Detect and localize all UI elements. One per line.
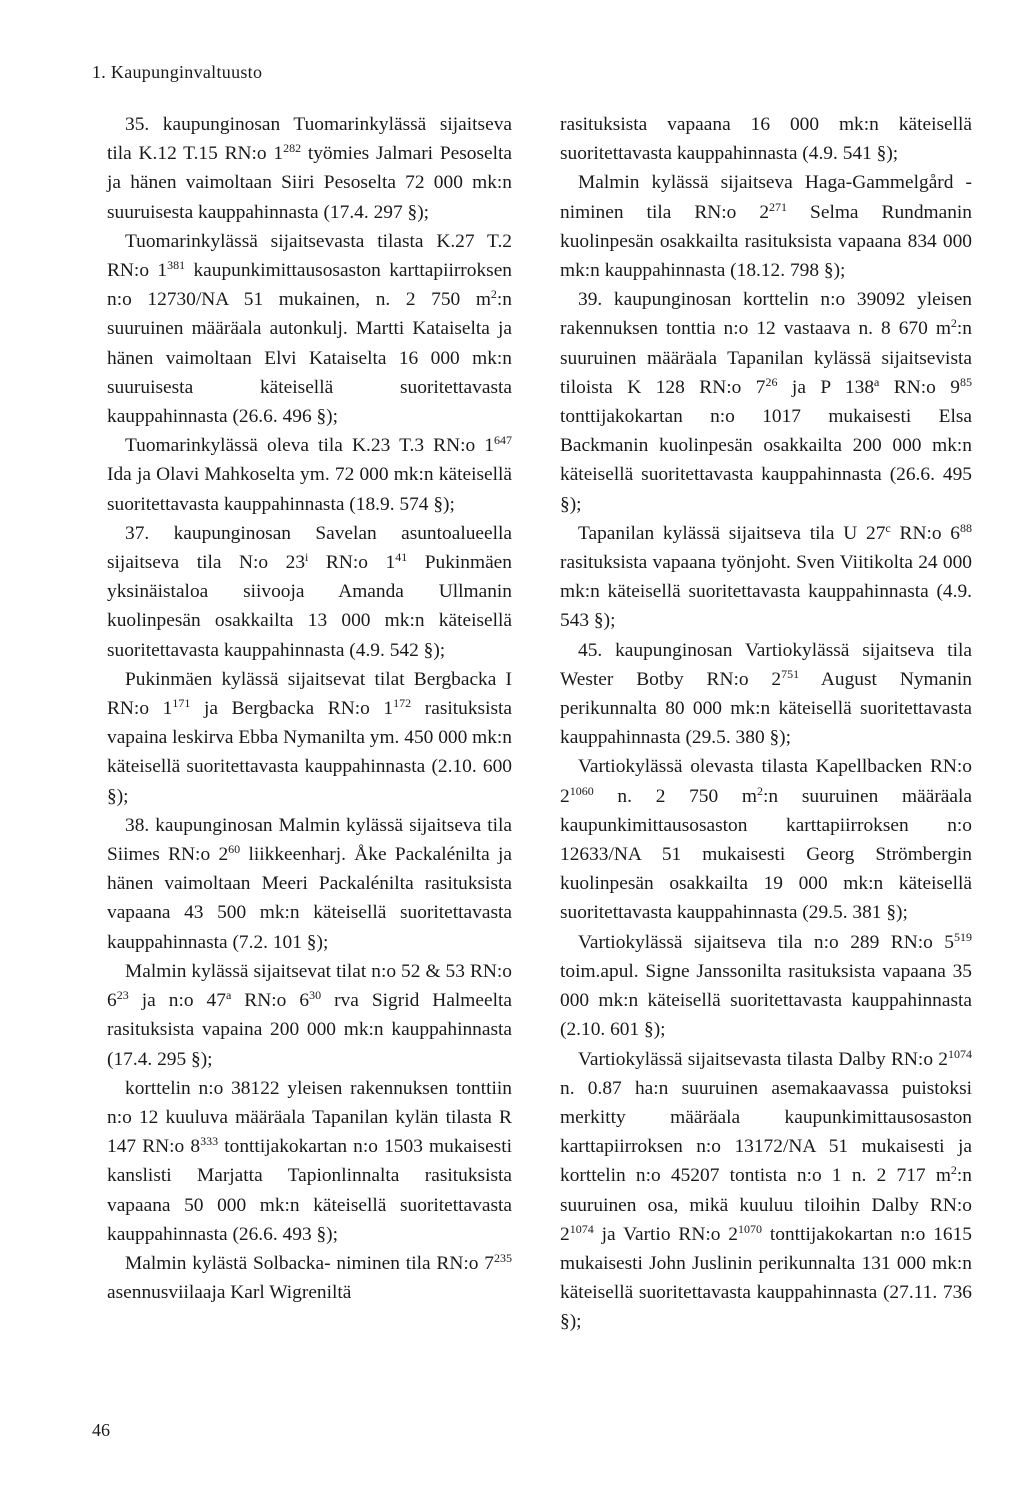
paragraph-text: rva Sigrid Halmeelta rasituksista vapaina 200 000 mk:n kauppahinnasta (17.4. 295 §); xyxy=(107,990,512,1070)
paragraph xyxy=(107,957,512,1074)
paragraph-text: Tuomarinkylässä oleva tila K.23 T.3 RN:o 1 xyxy=(125,435,494,457)
paragraph-text: :n suuruinen määräala autonkulj. Martti Kataiselta ja hänen vaimoltaan Elvi Kataiselta 16 000 mk:n suuruisesta käteisellä suoritettavasta kauppahinnasta (26.6. 496 §); xyxy=(107,289,512,428)
paragraph-text: Tapanilan kylässä sijaitseva tila U 27 xyxy=(578,522,886,544)
paragraph-text: 45. kaupunginosan Vartiokylässä sijaitseva tila Wester Botby RN:o 2 xyxy=(560,639,972,690)
paragraph xyxy=(560,110,972,168)
superscript: 88 xyxy=(960,520,972,535)
superscript: 85 xyxy=(960,374,972,389)
superscript: 171 xyxy=(172,696,191,711)
superscript: 2 xyxy=(950,1163,957,1178)
superscript: 333 xyxy=(200,1134,219,1149)
superscript: i xyxy=(305,550,309,565)
paragraph-text: RN:o 9 xyxy=(879,376,960,398)
superscript: 41 xyxy=(395,550,408,565)
paragraph-text: korttelin n:o 38122 yleisen rakennuksen tonttiin n:o 12 kuuluva määräala Tapanilan kylän tilasta R 147 RN:o 8 xyxy=(107,1077,512,1158)
paragraph-text: Pukinmäen kylässä sijaitsevat tilat Bergbacka I RN:o 1 xyxy=(107,668,512,720)
paragraph-text: :n suuruinen määräala kaupunkimittausosaston karttapiirroksen n:o 12633/NA 51 mukaisesti Georg Strömbergin kuolinpesän osakkailta 19 000 mk:n käteisellä suoritettavasta kauppahinnasta (29.5. 381 §); xyxy=(560,785,972,924)
paragraph-text: liikkeenharj. Åke Packalénilta ja hänen vaimoltaan Meeri Packalénilta rasituksista vapaana 43 500 mk:n käteisellä suoritettavasta kauppahinnasta (7.2. 101 §); xyxy=(107,844,512,953)
left-text-column xyxy=(107,110,512,1307)
superscript: 172 xyxy=(393,696,412,711)
superscript: 2 xyxy=(490,287,497,302)
paragraph-text: 35. kaupunginosan Tuomarinkylässä sijaitseva tila K.12 T.15 RN:o 1 xyxy=(107,114,512,165)
paragraph-text: RN:o 6 xyxy=(890,522,960,544)
paragraph-text: toim.apul. Signe Janssonilta rasituksista vapaana 35 000 mk:n käteisellä suoritettavasta kauppahinnasta (2.10. 601 §); xyxy=(560,960,972,1041)
paragraph xyxy=(560,752,972,927)
paragraph-text: 38. kaupunginosan Malmin kylässä sijaitseva tila Siimes RN:o 2 xyxy=(107,814,512,866)
superscript: c xyxy=(885,520,891,535)
superscript: 1074 xyxy=(948,1046,972,1061)
paragraph xyxy=(107,665,512,811)
paragraph xyxy=(107,227,512,431)
superscript: 30 xyxy=(309,988,322,1003)
paragraph-text: ja P 138 xyxy=(777,376,875,398)
paragraph xyxy=(560,636,972,753)
superscript: 1074 xyxy=(569,1221,594,1236)
paragraph xyxy=(560,285,972,519)
paragraph-text: RN:o 1 xyxy=(308,552,396,574)
superscript: 519 xyxy=(954,929,972,944)
superscript: 282 xyxy=(283,141,302,156)
paragraph xyxy=(107,431,512,519)
paragraph-text: 39. kaupunginosan korttelin n:o 39092 yleisen rakennuksen tonttia n:o 12 vastaava n. 8 670 m xyxy=(560,289,972,340)
paragraph-text: Malmin kylässä sijaitsevat tilat n:o 52 & 53 RN:o 6 xyxy=(107,960,512,1012)
paragraph-text: asennusviilaaja Karl Wigreniltä xyxy=(107,1282,352,1304)
paragraph-text: rasituksista vapaana 16 000 mk:n käteisellä suoritettavasta kauppahinnasta (4.9. 541 §); xyxy=(560,114,972,165)
paragraph-text: RN:o 6 xyxy=(231,990,310,1012)
paragraph-text: kaupunkimittausosaston karttapiirroksen n:o 12730/NA 51 mukainen, n. 2 750 m xyxy=(107,260,512,311)
paragraph-text: Vartiokylässä olevasta tilasta Kapellbacken RN:o 2 xyxy=(560,756,972,807)
paragraph xyxy=(560,168,972,285)
paragraph-text: tonttijakokartan n:o 1503 mukaisesti kanslisti Marjatta Tapionlinnalta rasituksista vapaana 50 000 mk:n käteisellä suoritettavasta kauppahinnasta (26.6. 493 §); xyxy=(107,1136,512,1245)
paragraph-text: Ida ja Olavi Mahkoselta ym. 72 000 mk:n käteisellä suoritettavasta kauppahinnasta (18.9. 574 §); xyxy=(107,464,512,515)
superscript: 271 xyxy=(769,199,788,214)
paragraph-text: tonttijakokartan n:o 1615 mukaisesti John Juslinin perikunnalta 131 000 mk:n käteisellä suoritettavasta kauppahinnasta (27.11. 736 §); xyxy=(560,1223,972,1333)
superscript: 1070 xyxy=(738,1221,762,1236)
superscript: 381 xyxy=(167,258,186,273)
paragraph-text: :n suuruinen osa, mikä kuuluu tiloihin Dalby RN:o 2 xyxy=(560,1165,972,1245)
superscript: 1060 xyxy=(569,783,594,798)
paragraph-text: :n suuruinen määräala Tapanilan kylässä sijaitsevista tiloista K 128 RN:o 7 xyxy=(560,318,972,398)
paragraph-text: ja Bergbacka RN:o 1 xyxy=(190,698,394,720)
paragraph-text: tonttijakokartan n:o 1017 mukaisesti Elsa Backmanin kuolinpesän osakkailta 200 000 mk:n käteisellä suoritettavasta kauppahinnasta (26.6. 495 §); xyxy=(560,406,972,515)
page-number: 46 xyxy=(92,1420,110,1440)
superscript: 2 xyxy=(757,783,764,798)
superscript: 2 xyxy=(950,316,957,331)
paragraph-text: 37. kaupunginosan Savelan asuntoalueella sijaitseva tila N:o 23 xyxy=(107,522,512,574)
paragraph xyxy=(107,811,512,957)
paragraph-text: rasituksista vapaina leskirva Ebba Nymanilta ym. 450 000 mk:n käteisellä suoritettavasta kauppahinnasta (2.10. 600 §); xyxy=(107,698,512,807)
superscript: 23 xyxy=(116,988,129,1003)
paragraph-text: Vartiokylässä sijaitseva tila n:o 289 RN:o 5 xyxy=(578,931,954,953)
paragraph-text: rasituksista vapaana työnjoht. Sven Viitikolta 24 000 mk:n käteisellä suoritettavasta kauppahinnasta (4.9. 543 §); xyxy=(560,552,972,632)
superscript: a xyxy=(225,988,232,1003)
paragraph-text: Malmin kylästä Solbacka- niminen tila RN:o 7 xyxy=(125,1252,494,1274)
paragraph-text: työmies Jalmari Pesoselta ja hänen vaimoltaan Siiri Pesoselta 72 000 mk:n suuruisesta kauppahinnasta (17.4. 297 §); xyxy=(107,143,512,223)
paragraph-text: August Nymanin perikunnalta 80 000 mk:n käteisellä suoritettavasta kauppahinnasta (29.5. 380 §); xyxy=(560,668,972,749)
paragraph xyxy=(560,928,972,1045)
paragraph-text: Malmin kylässä sijaitseva Haga-Gammelgård -niminen tila RN:o 2 xyxy=(560,172,972,223)
paragraph-text: ja Vartio RN:o 2 xyxy=(593,1223,738,1245)
paragraph xyxy=(560,519,972,636)
paragraph-text: n. 0.87 ha:n suuruinen asemakaavassa puistoksi merkitty määräala kaupunkimittausosaston karttapiirroksen n:o 13172/NA 51 mukaisesti ja korttelin n:o 45207 tontista n:o 1 n. 2 717 m xyxy=(560,1077,972,1187)
superscript: 26 xyxy=(765,374,778,389)
paragraph-text: Vartiokylässä sijaitsevasta tilasta Dalby RN:o 2 xyxy=(578,1048,948,1070)
paragraph xyxy=(107,1074,512,1249)
paragraph-text: ja n:o 47 xyxy=(128,990,226,1012)
paragraph xyxy=(107,110,512,227)
superscript: 751 xyxy=(781,666,800,681)
paragraph xyxy=(107,519,512,665)
superscript: a xyxy=(874,374,880,389)
paragraph-text: Selma Rundmanin kuolinpesän osakkailta rasituksista vapaana 834 000 mk:n kauppahinnasta (18.12. 798 §); xyxy=(560,201,973,282)
paragraph xyxy=(560,1045,972,1337)
paragraph xyxy=(107,1249,512,1307)
right-text-column xyxy=(560,110,972,1337)
paragraph-text: Pukinmäen yksinäistaloa siivooja Amanda Ullmanin kuolinpesän osakkailta 13 000 mk:n käteisellä suoritettavasta kauppahinnasta (4.9. 542 §); xyxy=(107,552,512,661)
paragraph-text: Tuomarinkylässä sijaitsevasta tilasta K.27 T.2 RN:o 1 xyxy=(107,230,512,282)
superscript: 60 xyxy=(228,842,241,857)
superscript: 235 xyxy=(494,1250,512,1265)
running-header: 1. Kaupunginvaltuusto xyxy=(92,62,263,82)
paragraph-text: n. 2 750 m xyxy=(593,785,758,807)
superscript: 647 xyxy=(494,433,512,448)
